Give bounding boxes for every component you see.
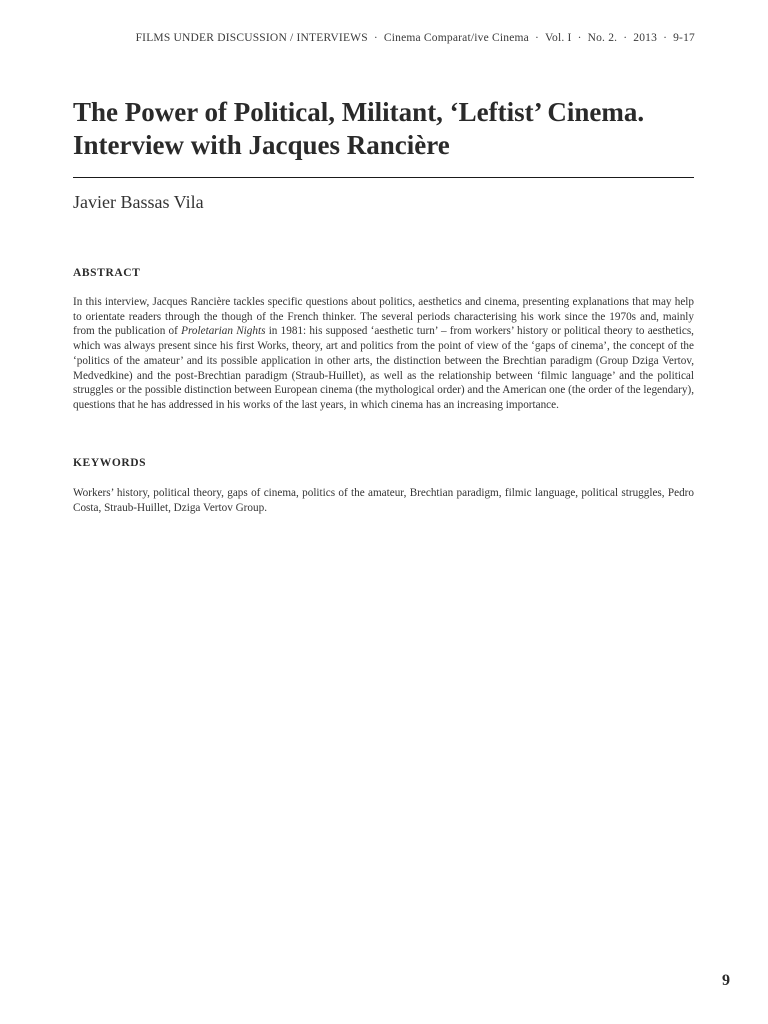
header-separator: · [623, 32, 628, 44]
abstract-italic-title: Proletarian Nights [181, 325, 266, 338]
article-author: Javier Bassas Vila [73, 192, 204, 212]
header-separator: · [373, 32, 378, 44]
header-journal: Cinema Comparat/ive Cinema [383, 32, 529, 44]
header-pages: 9-17 [673, 32, 695, 44]
abstract-text-part-2: in 1981: his supposed ‘aesthetic turn’ – from workers’ history or political theory to aesthetics, which was always present since his first Works, theory, art and politics from the point of view of the ‘gaps of cinema’, the concept of the ‘politics of the amateur’ and its possible application in other arts, the distinction between the Brechtian paradigm (Group Dziga Vertov, Medvedkine) and the post-Brechtian paradigm (Straub-Huillet), as well as the relationship between ‘filmic language’ and the political struggles or the possible distinction between European cinema (the mythological order) and the American one (the order of the legendary), questions that he has addressed in his works of the last years, in which cinema has an increasing importance. [73, 325, 694, 411]
header-separator: · [663, 32, 668, 44]
abstract-text [73, 295, 694, 413]
title-divider [73, 177, 694, 178]
article-title: The Power of Political, Militant, ‘Leftist’ Cinema. Interview with Jacques Rancière [73, 97, 645, 160]
abstract-text-part-1: In this interview, Jacques Rancière tackles specific questions about politics, aesthetics and cinema, presenting explanations that may help to orientate readers through the though of the French thinker. The several periods characterising his work since the 1970s and, mainly from the publication of [73, 296, 694, 338]
header-section: FILMS UNDER DISCUSSION / INTERVIEWS [135, 32, 368, 44]
keywords-text: Workers’ history, political theory, gaps of cinema, politics of the amateur, Brechtian paradigm, filmic language, political struggles, Pedro Costa, Straub-Huillet, Dziga Vertov Group. [73, 487, 694, 514]
header-volume: Vol. I [545, 32, 572, 44]
header-number: No. 2. [587, 32, 618, 44]
running-header [136, 32, 695, 44]
abstract-heading: ABSTRACT [73, 267, 141, 279]
header-separator: · [534, 32, 539, 44]
header-year: 2013 [633, 32, 658, 44]
header-separator: · [577, 32, 582, 44]
keywords-heading: KEYWORDS [73, 457, 147, 469]
page-number: 9 [722, 972, 730, 989]
